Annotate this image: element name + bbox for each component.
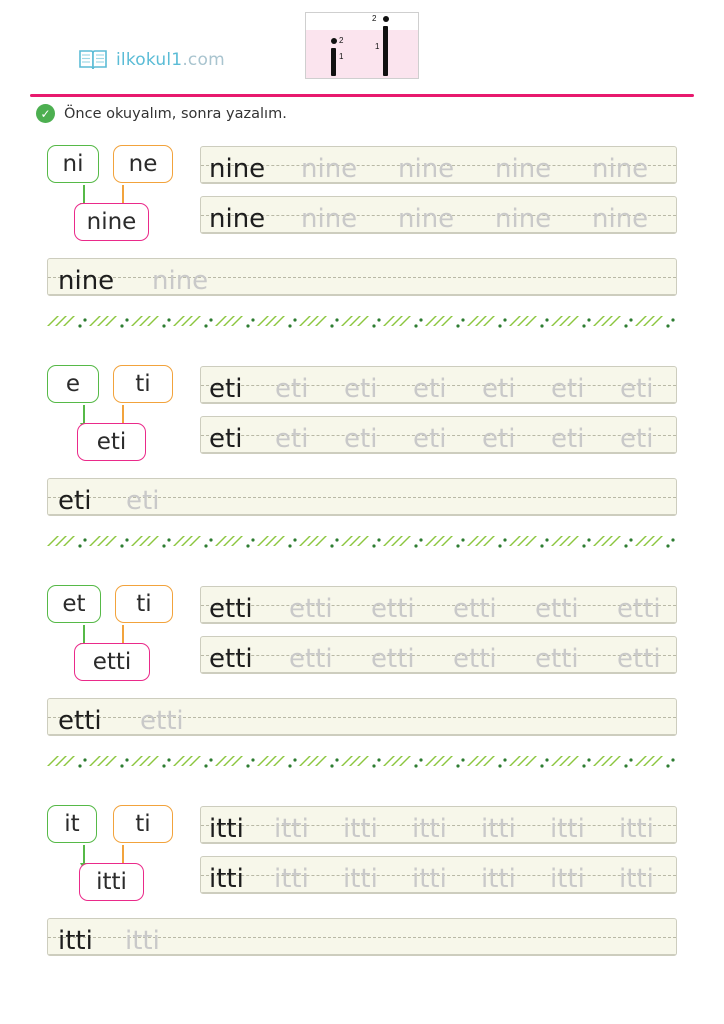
trace-ghost-word: itti [619,814,654,844]
trace-line-3-wide[interactable] [47,698,677,736]
trace-ghost-word: etti [289,594,333,624]
trace-ghost-word: nine [495,204,552,234]
letter-i-dot-small [331,38,337,44]
trace-ghost-word: eti [413,374,447,404]
trace-ghost-word: itti [343,864,378,894]
syllable-right-label-1: ne [128,151,158,177]
syllable-right-label-2: ti [135,371,151,397]
trace-ghost-word: itti [550,864,585,894]
trace-ghost-word: eti [620,424,654,454]
decorative-separator-1 [47,315,677,331]
trace-ghost-word: nine [398,204,455,234]
trace-ghost-word: etti [371,644,415,674]
trace-ghost-word: eti [344,424,378,454]
trace-ghost-word: etti [617,644,661,674]
decorative-separator-2 [47,535,677,551]
trace-line-2-1[interactable] [200,366,677,404]
word-chip-1[interactable] [74,203,149,241]
trace-ghost-word: eti [126,486,160,516]
trace-line-4-1[interactable] [200,806,677,844]
trace-ghost-word: etti [535,644,579,674]
trace-ghost-word: eti [620,374,654,404]
trace-solid-word: nine [58,266,115,296]
letter-i-stem-tall [383,26,388,76]
trace-ghost-word: eti [344,374,378,404]
syllable-chip-left-3[interactable] [47,585,101,623]
page-header [0,0,724,92]
stroke-number-2-tall: 2 [372,14,377,23]
letter-box-upper-zone [305,12,419,31]
trace-solid-word: eti [209,424,243,454]
trace-ghost-word: nine [592,154,649,184]
word-chip-3[interactable] [74,643,150,681]
trace-solid-word: nine [209,154,266,184]
syllable-chip-right-1[interactable] [113,145,173,183]
word-chip-label-4: itti [96,869,127,895]
trace-ghost-word: nine [301,154,358,184]
header-divider [30,94,694,97]
trace-solid-word: itti [58,926,93,956]
trace-ghost-word: etti [453,594,497,624]
syllable-chip-right-4[interactable] [113,805,173,843]
instruction-text: Önce okuyalım, sonra yazalım. [64,105,287,122]
trace-line-3-1[interactable] [200,586,677,624]
trace-line-3-2[interactable] [200,636,677,674]
trace-solid-word: eti [209,374,243,404]
trace-ghost-word: itti [274,864,309,894]
word-chip-label-1: nine [86,209,137,235]
syllable-right-label-4: ti [135,811,151,837]
trace-line-4-2[interactable] [200,856,677,894]
site-logo [78,48,225,72]
letter-model-box [305,14,419,79]
trace-ghost-word: nine [301,204,358,234]
syllable-chip-left-2[interactable] [47,365,99,403]
word-chip-label-3: etti [92,649,132,675]
trace-ghost-word: etti [371,594,415,624]
syllable-left-label-1: ni [62,151,84,177]
stroke-number-1-tall: 1 [375,42,380,51]
syllable-chip-right-2[interactable] [113,365,173,403]
word-chip-label-2: eti [96,429,127,455]
stroke-number-1-small: 1 [339,52,344,61]
trace-ghost-word: itti [274,814,309,844]
trace-ghost-word: etti [289,644,333,674]
syllable-left-label-2: e [65,371,81,397]
trace-ghost-word: eti [482,424,516,454]
trace-ghost-word: eti [275,374,309,404]
syllable-chip-left-4[interactable] [47,805,97,843]
trace-solid-word: etti [209,644,253,674]
trace-solid-word: itti [209,864,244,894]
trace-ghost-word: etti [535,594,579,624]
stroke-number-2-small: 2 [339,36,344,45]
trace-ghost-word: etti [453,644,497,674]
trace-ghost-word: itti [481,814,516,844]
trace-ghost-word: itti [412,864,447,894]
trace-ghost-word: itti [619,864,654,894]
trace-ghost-word: eti [482,374,516,404]
letter-i-stem-small [331,48,336,76]
trace-ghost-word: itti [343,814,378,844]
check-circle-icon: ✓ [36,104,55,123]
trace-line-1-2[interactable] [200,196,677,234]
trace-solid-word: nine [209,204,266,234]
word-chip-2[interactable] [77,423,146,461]
syllable-right-label-3: ti [136,591,152,617]
trace-ghost-word: itti [481,864,516,894]
decorative-separator-3 [47,755,677,771]
syllable-chip-left-1[interactable] [47,145,99,183]
trace-ghost-word: eti [275,424,309,454]
instruction-bar [36,104,287,123]
trace-ghost-word: itti [125,926,160,956]
trace-solid-word: itti [209,814,244,844]
trace-ghost-word: nine [495,154,552,184]
word-chip-4[interactable] [79,863,144,901]
trace-solid-word: eti [58,486,92,516]
trace-ghost-word: eti [551,374,585,404]
trace-line-2-wide[interactable] [47,478,677,516]
trace-ghost-word: eti [413,424,447,454]
trace-solid-word: etti [209,594,253,624]
trace-line-1-wide[interactable] [47,258,677,296]
syllable-chip-right-3[interactable] [115,585,173,623]
trace-line-1-1[interactable] [200,146,677,184]
trace-ghost-word: eti [551,424,585,454]
trace-line-4-wide[interactable] [47,918,677,956]
logo-suffix: .com [182,50,225,70]
syllable-left-label-3: et [62,591,86,617]
trace-ghost-word: nine [592,204,649,234]
letter-i-dot-tall [383,16,389,22]
letter-strokes [306,14,418,96]
trace-ghost-word: itti [550,814,585,844]
trace-ghost-word: etti [140,706,184,736]
trace-ghost-word: nine [152,266,209,296]
trace-ghost-word: nine [398,154,455,184]
open-book-icon [78,48,108,72]
trace-ghost-word: itti [412,814,447,844]
trace-line-2-2[interactable] [200,416,677,454]
syllable-left-label-4: it [64,811,80,837]
trace-solid-word: etti [58,706,102,736]
logo-text: ilkokul1.com [116,50,225,70]
trace-ghost-word: etti [617,594,661,624]
